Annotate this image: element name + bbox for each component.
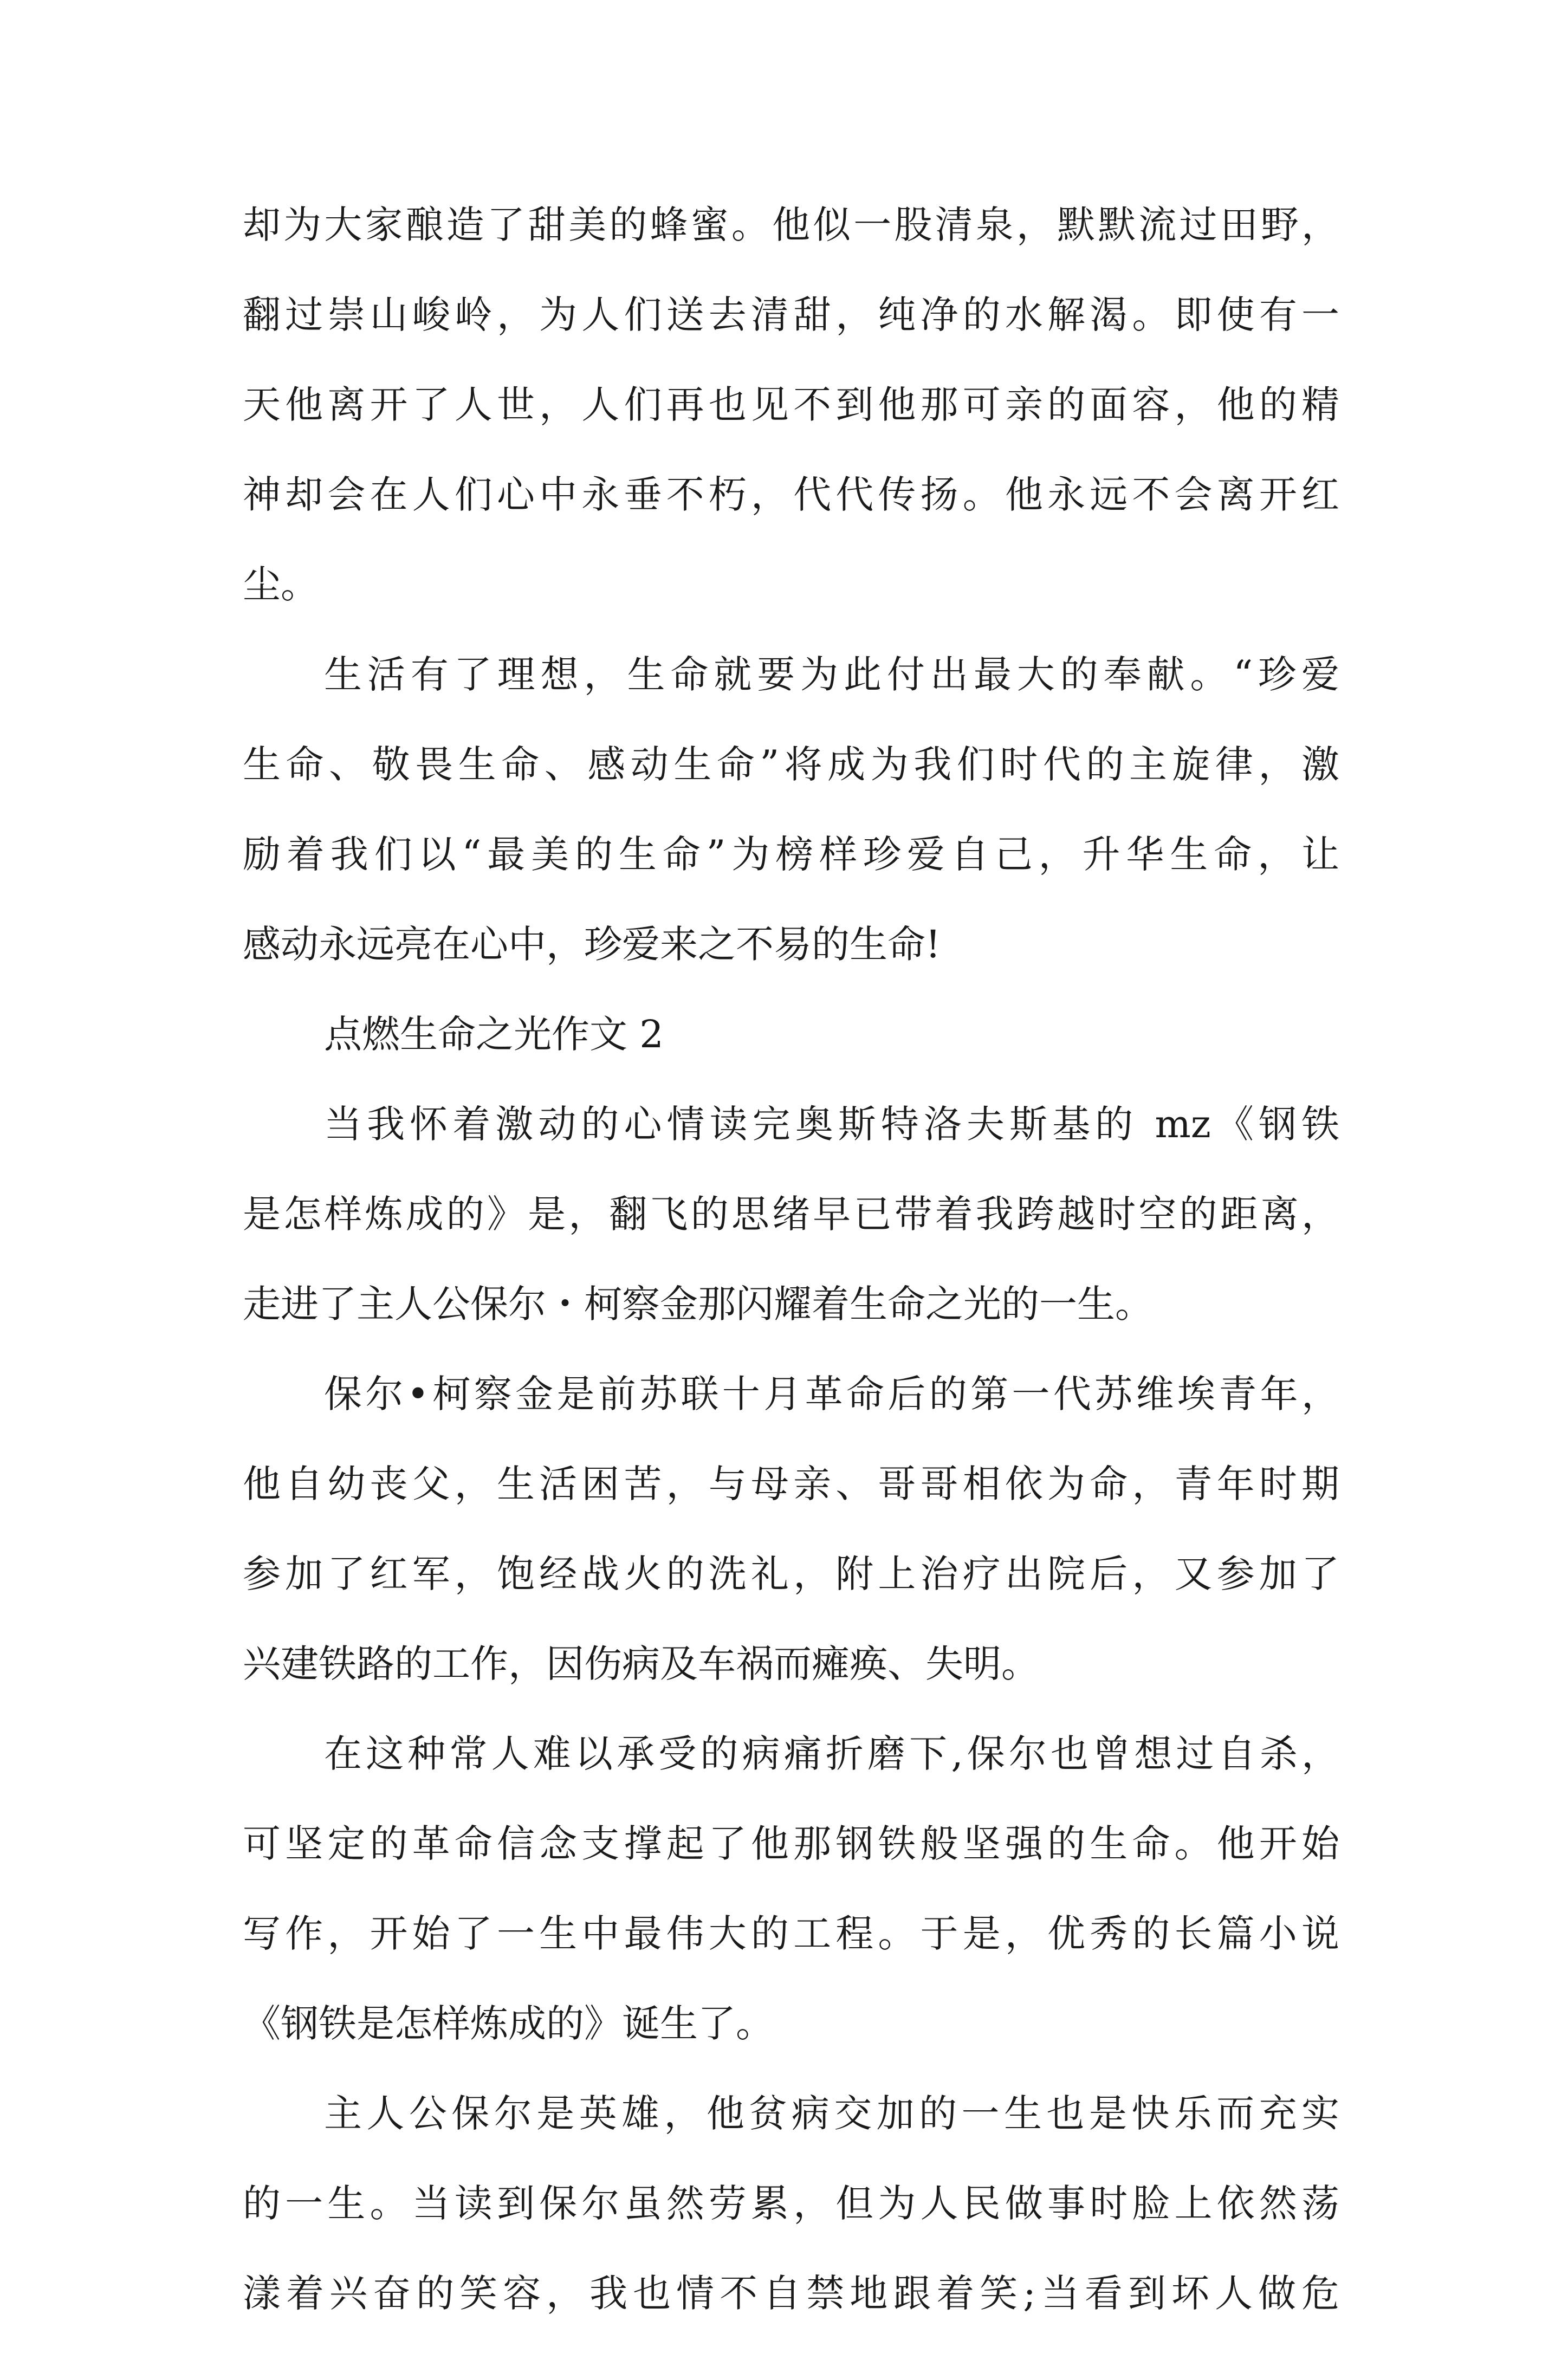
text-line: 神却会在人们心中永垂不朽，代代传扬。他永远不会离开红 (243, 472, 1339, 517)
text-line: 可坚定的革命信念支撑起了他那钢铁般坚强的生命。他开始 (243, 1821, 1339, 1866)
text-line: 生命、敬畏生命、感动生命”将成为我们时代的主旋律，激 (243, 742, 1339, 787)
text-line: 是怎样炼成的》是，翻飞的思绪早已带着我跨越时空的距离， (243, 1192, 1339, 1236)
text-line: 主人公保尔是英雄，他贫病交加的一生也是快乐而充实 (324, 2091, 1339, 2136)
text-line: 的一生。当读到保尔虽然劳累，但为人民做事时脸上依然荡 (243, 2181, 1339, 2226)
text-line: 《钢铁是怎样炼成的》诞生了。 (243, 2001, 774, 2046)
text-line: 在这种常人难以承受的病痛折磨下,保尔也曾想过自杀， (324, 1732, 1339, 1776)
text-line: 他自幼丧父，生活困苦，与母亲、哥哥相依为命，青年时期 (243, 1462, 1339, 1506)
text-line: 励着我们以“最美的生命”为榜样珍爱自己，升华生命，让 (243, 832, 1339, 877)
text-line: 感动永远亮在心中，珍爱来之不易的生命! (243, 922, 941, 967)
article-body (243, 202, 1339, 2360)
text-line: 天他离开了人世，人们再也见不到他那可亲的面容，他的精 (243, 382, 1339, 427)
text-line: 翻过崇山峻岭，为人们送去清甜，纯净的水解渴。即使有一 (243, 293, 1339, 337)
text-line: 尘。 (243, 562, 319, 607)
text-line: 当我怀着激动的心情读完奥斯特洛夫斯基的 mz《钢铁 (324, 1102, 1339, 1146)
text-line: 走进了主人公保尔・柯察金那闪耀着生命之光的一生。 (243, 1282, 1153, 1326)
text-line: 保尔•柯察金是前苏联十月革命后的第一代苏维埃青年， (324, 1372, 1339, 1416)
text-line: 却为大家酿造了甜美的蜂蜜。他似一股清泉，默默流过田野， (243, 203, 1339, 247)
text-line: 写作，开始了一生中最伟大的工程。于是，优秀的长篇小说 (243, 1911, 1339, 1956)
text-line: 漾着兴奋的笑容，我也情不自禁地跟着笑;当看到坏人做危 (243, 2271, 1339, 2316)
text-line: 兴建铁路的工作，因伤病及车祸而瘫痪、失明。 (243, 1642, 1039, 1686)
text-line: 参加了红军，饱经战火的洗礼，附上治疗出院后，又参加了 (243, 1552, 1339, 1596)
section-title: 点燃生命之光作文 2 (324, 1012, 664, 1056)
text-line: 生活有了理想，生命就要为此付出最大的奉献。“珍爱 (324, 652, 1339, 697)
